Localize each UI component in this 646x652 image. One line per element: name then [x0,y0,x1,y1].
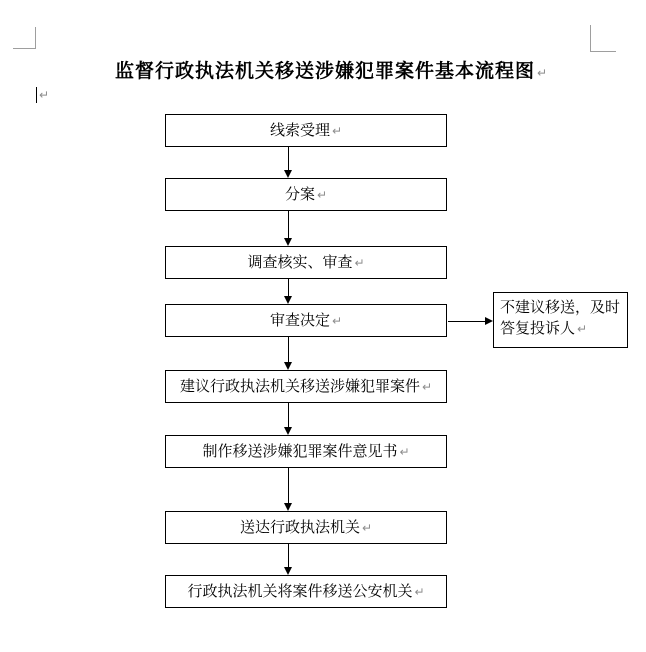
arrow-line [288,403,289,428]
arrow-head-down-icon [284,170,292,178]
flow-box-label: 制作移送涉嫌犯罪案件意见书 [202,442,398,460]
paragraph-mark: ↵ [537,66,549,80]
arrow-line [288,211,289,239]
arrow-head-down-icon [284,238,292,246]
flow-box-prepare-opinion [165,435,447,468]
page-title [115,56,548,83]
down-arrow-2 [284,211,293,246]
paragraph-mark: ↵ [331,314,343,328]
arrow-line [288,279,289,297]
flow-box-label: 审查决定 [269,311,330,329]
flow-box-label: 建议行政执法机关移送涉嫌犯罪案件 [179,377,420,395]
flow-box-review-decision [165,304,447,337]
text-cursor [36,87,37,103]
arrow-line [288,544,289,568]
flow-box-recommend-transfer [165,370,447,403]
arrow-line [288,337,289,363]
arrow-head-down-icon [284,503,292,511]
arrow-head-down-icon [284,427,292,435]
side-box-no-transfer-reply [493,292,628,348]
paragraph-mark: ↵ [399,445,410,459]
paragraph-mark: ↵ [354,256,365,270]
margin-corner-mark-top-left [13,27,36,49]
flow-box-label: 分案 [284,185,315,203]
side-box-label: 不建议移送，及时答复投诉人 [500,298,621,337]
paragraph-mark: ↵ [361,521,373,535]
page-title-text: 监督行政执法机关移送涉嫌犯罪案件基本流程图 [115,60,536,82]
flow-box-label: 调查核实、审查 [247,253,353,271]
down-arrow-6 [284,468,293,511]
arrow-line [448,321,486,322]
down-arrow-1 [284,147,293,178]
right-arrow-to-side-box [448,317,493,326]
flow-box-transfer-to-police [165,575,447,608]
arrow-head-down-icon [284,362,292,370]
down-arrow-4 [284,337,293,370]
down-arrow-7 [284,544,293,575]
arrow-line [288,147,289,171]
margin-corner-mark-top-right [590,25,616,52]
down-arrow-5 [284,403,293,435]
down-arrow-3 [284,279,293,304]
arrow-line [288,468,289,504]
flow-box-deliver-to-agency [165,511,447,544]
paragraph-mark: ↵ [414,585,425,599]
arrow-head-right-icon [485,317,493,325]
flow-box-investigation-review [165,246,447,279]
paragraph-mark: ↵ [331,124,343,138]
flow-box-label: 送达行政执法机关 [239,518,360,536]
paragraph-mark: ↵ [577,322,588,336]
arrow-head-down-icon [284,296,292,304]
flow-box-case-assignment [165,178,447,211]
paragraph-mark: ↵ [316,188,328,202]
arrow-head-down-icon [284,567,292,575]
flow-box-label: 线索受理 [269,121,330,139]
flow-box-clue-acceptance [165,114,447,147]
flow-box-label: 行政执法机关将案件移送公安机关 [187,582,413,600]
paragraph-mark: ↵ [421,380,433,394]
paragraph-mark: ↵ [39,88,50,102]
